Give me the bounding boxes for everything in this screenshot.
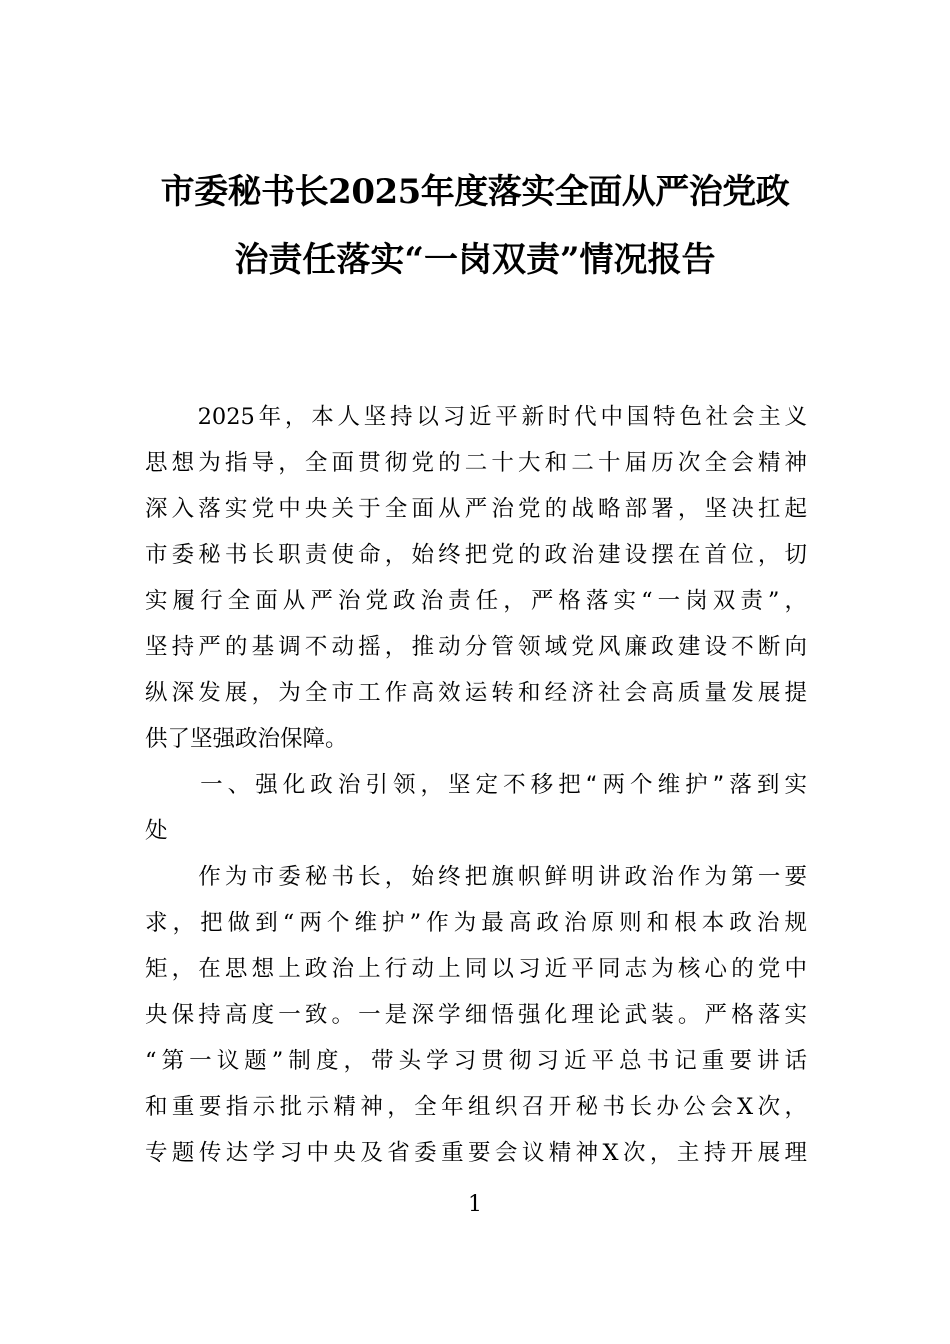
- intro-line: 供了坚强政治保障。: [145, 726, 348, 752]
- intro-line: 纵深发展，为全市工作高效运转和经济社会高质量发展提: [145, 680, 807, 706]
- section-body-line: 求，把做到“两个维护”作为最高政治原则和根本政治规: [145, 910, 807, 936]
- section-body-line: 作为市委秘书长，始终把旗帜鲜明讲政治作为第一要: [145, 864, 807, 890]
- intro-line: 深入落实党中央关于全面从严治党的战略部署，坚决扛起: [145, 496, 807, 522]
- section-heading-line: 处: [145, 818, 168, 844]
- intro-line: 坚持严的基调不动摇，推动分管领域党风廉政建设不断向: [145, 634, 807, 660]
- intro-line: 思想为指导，全面贯彻党的二十大和二十届历次全会精神: [145, 450, 807, 476]
- section-body-line: 和重要指示批示精神，全年组织召开秘书长办公会X次，: [145, 1094, 807, 1120]
- intro-line: 2025年，本人坚持以习近平新时代中国特色社会主义: [145, 404, 807, 430]
- section-heading-line: 一、强化政治引领，坚定不移把“两个维护”落到实: [145, 772, 807, 798]
- page-number: 1: [468, 1192, 482, 1217]
- section-body-line: 专题传达学习中央及省委重要会议精神X次，主持开展理: [145, 1140, 807, 1166]
- intro-line: 实履行全面从严治党政治责任，严格落实“一岗双责”，: [145, 588, 807, 614]
- section-body-line: 央保持高度一致。一是深学细悟强化理论武装。严格落实: [145, 1002, 807, 1028]
- section-body-line: 矩，在思想上政治上行动上同以习近平同志为核心的党中: [145, 956, 807, 982]
- intro-line: 市委秘书长职责使命，始终把党的政治建设摆在首位，切: [145, 542, 807, 568]
- document-title-line-1: 市委秘书长2025年度落实全面从严治党政: [160, 172, 790, 212]
- section-body-line: “第一议题”制度，带头学习贯彻习近平总书记重要讲话: [145, 1048, 807, 1074]
- document-title-line-2: 治责任落实“一岗双责”情况报告: [234, 240, 716, 280]
